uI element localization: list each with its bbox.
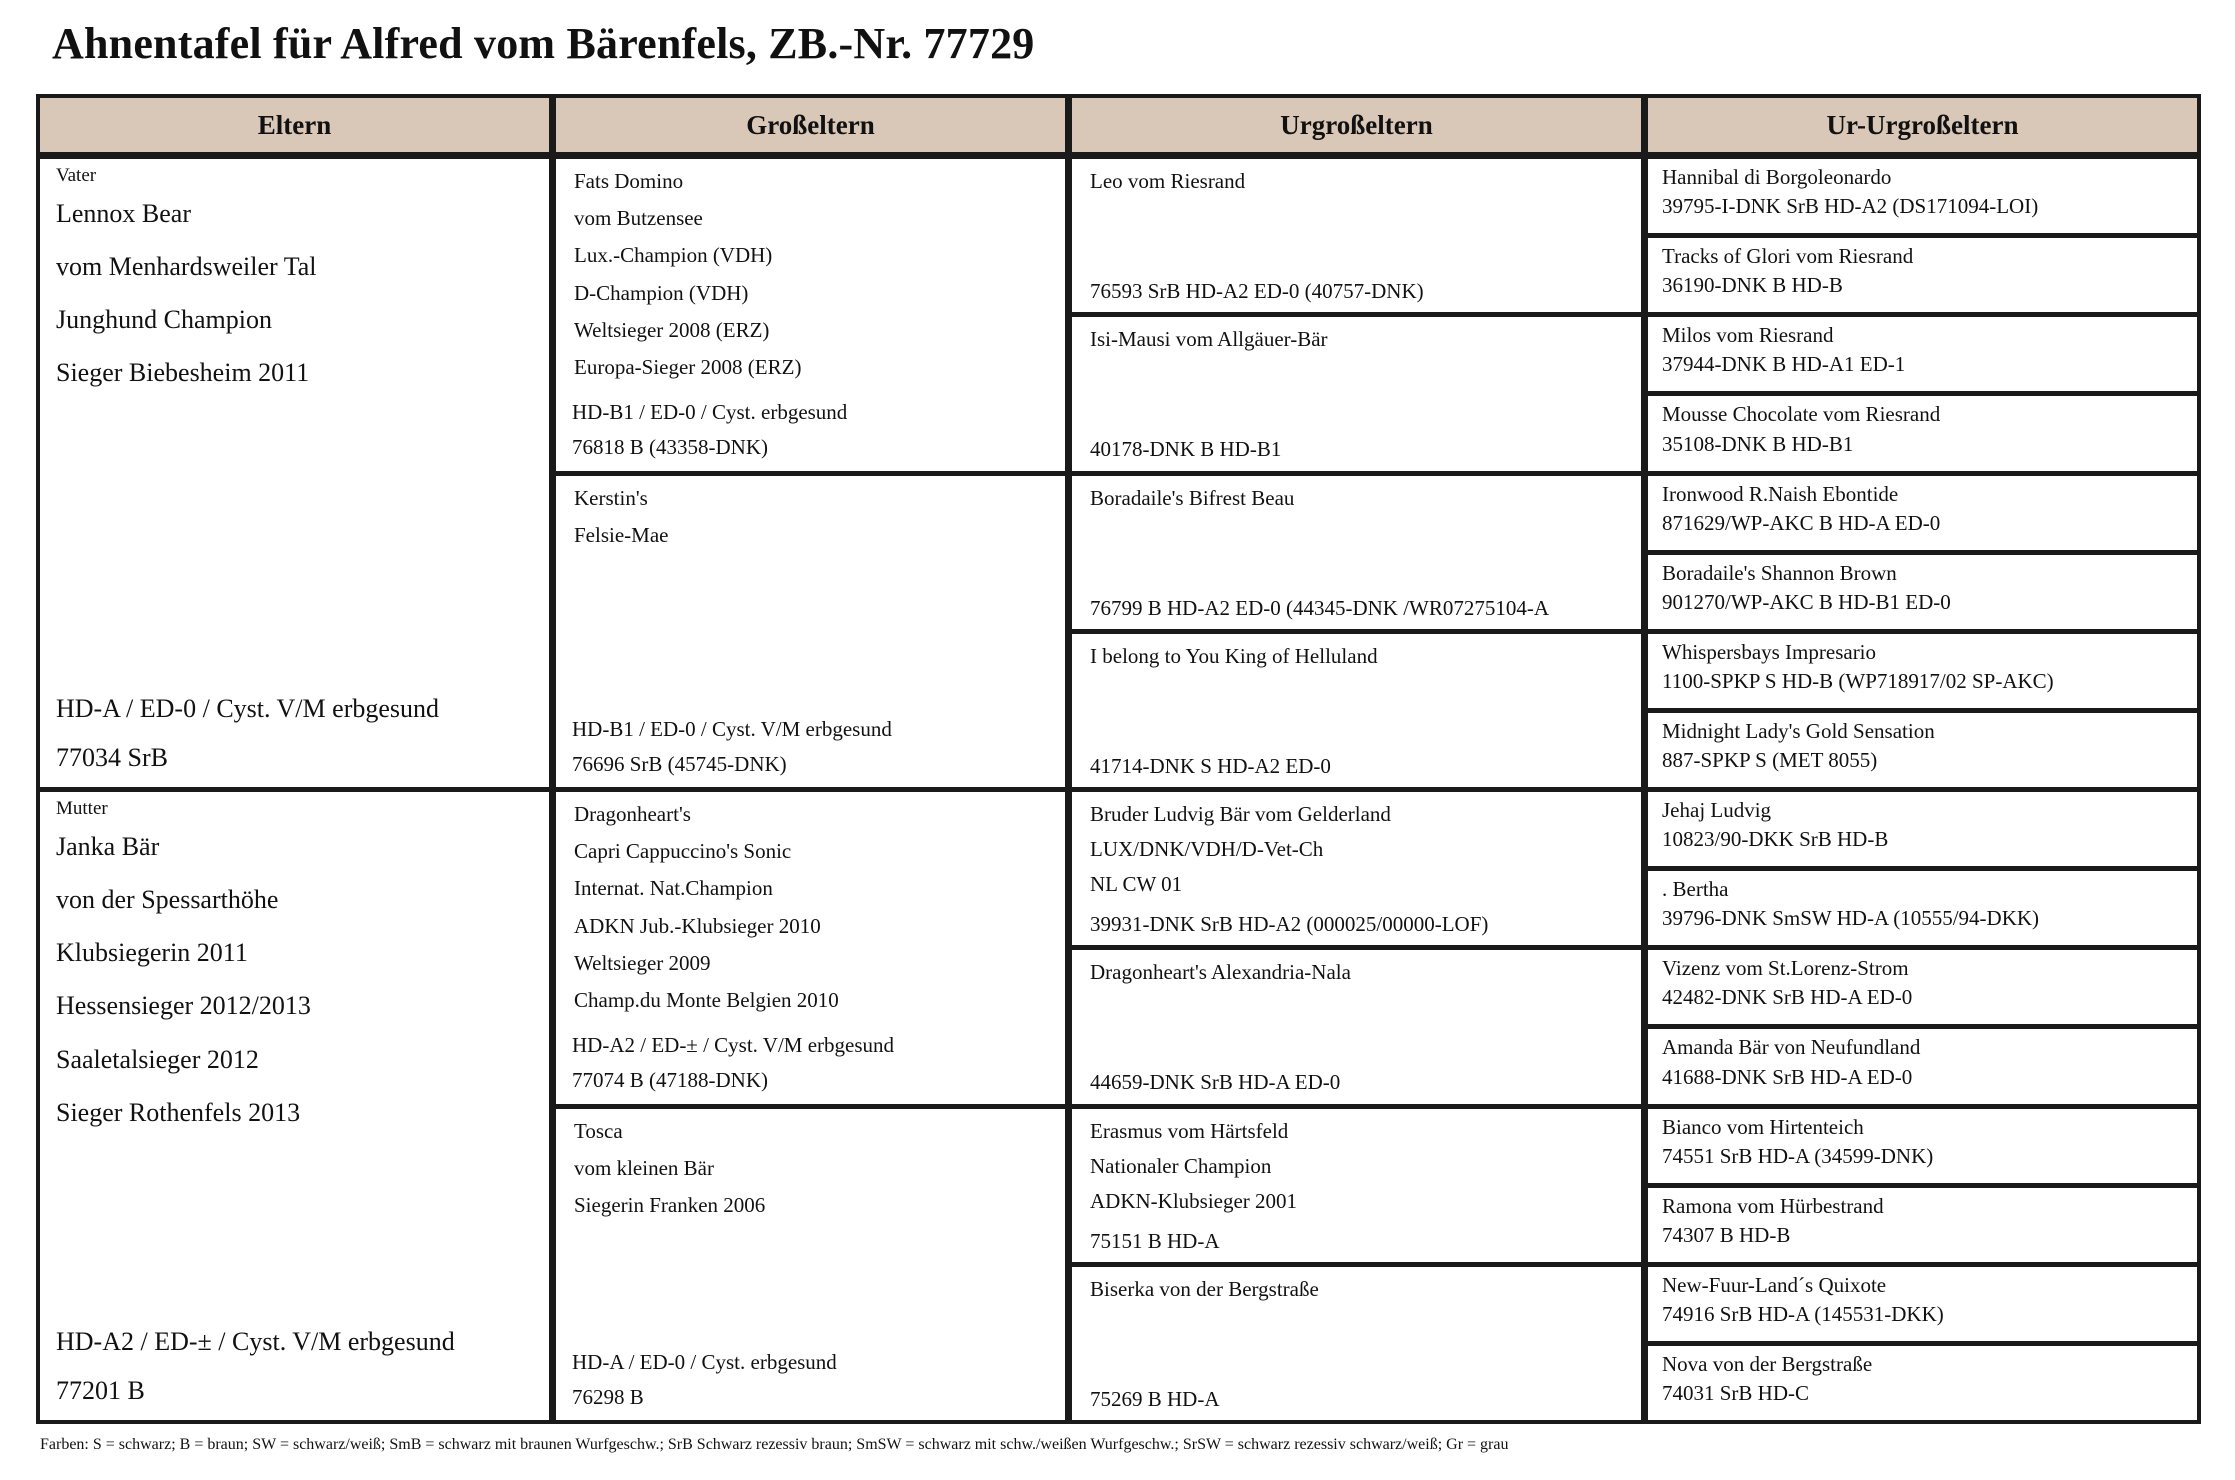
great-grandparent-registration-block — [1090, 754, 1631, 779]
great-great-grandparent-registration: 1100-SPKP S HD-B (WP718917/02 SP-AKC) — [1662, 668, 2054, 693]
grandparent-line: ADKN Jub.-Klubsieger 2010 — [574, 913, 821, 938]
grandparent-line: Tosca — [574, 1118, 623, 1143]
parent-health-block — [56, 675, 539, 773]
grandparent-health-block — [572, 1340, 1055, 1410]
great-great-grandparent-registration: 74916 SrB HD-A (145531-DKK) — [1662, 1301, 1944, 1326]
great-grandparent-line: LUX/DNK/VDH/D-Vet-Ch — [1090, 837, 1324, 862]
great-great-grandparent-name: Nova von der Bergstraße — [1662, 1351, 1873, 1376]
grandparent-registration: 77074 B (47188-DNK) — [572, 1068, 768, 1093]
great-grandparent-registration-block — [1090, 1070, 1631, 1095]
great-grandparent-lines — [1090, 960, 1623, 985]
great-grandparent-registration-block — [1090, 1387, 1631, 1412]
great-great-grandparent-name: Amanda Bär von Neufundland — [1662, 1035, 1921, 1060]
great-grandparent-cell — [1072, 634, 1641, 787]
great-grandparent-registration: 41714-DNK S HD-A2 ED-0 — [1090, 753, 1331, 778]
parent-line: von der Spessarthöhe — [56, 884, 279, 914]
great-great-grandparent-registration: 39796-DNK SmSW HD-A (10555/94-DKK) — [1662, 906, 2040, 931]
grandparent-health-block — [572, 390, 1055, 460]
great-great-grandparent-registration: 10823/90-DKK SrB HD-B — [1662, 827, 1889, 852]
great-great-grandparent-registration: 871629/WP-AKC B HD-A ED-0 — [1662, 510, 1941, 535]
grandparent-line: Capri Cappuccino's Sonic — [574, 839, 792, 864]
great-grandparent-line: Dragonheart's Alexandria-Nala — [1090, 960, 1351, 985]
great-grandparent-cell — [1072, 1267, 1641, 1420]
great-great-grandparent-name: Jehaj Ludvig — [1662, 798, 1772, 822]
great-grandparent-lines — [1090, 486, 1623, 511]
parent-health: HD-A2 / ED-± / Cyst. V/M erbgesund — [56, 1326, 455, 1356]
page-title: Ahnentafel für Alfred vom Bärenfels, ZB.-Nr. 77729 — [52, 19, 1035, 68]
column-ur-urgrosseltern — [1648, 159, 2197, 1420]
great-great-grandparent-cell — [1648, 1267, 2197, 1341]
great-great-grandparent-name: Bianco vom Hirtenteich — [1662, 1114, 1864, 1139]
parent-line: Janka Bär — [56, 831, 160, 861]
great-grandparent-line: I belong to You King of Helluland — [1090, 643, 1378, 668]
great-great-grandparent-name: Hannibal di Borgoleonardo — [1662, 165, 1892, 189]
great-great-grandparent-cell — [1648, 1188, 2197, 1262]
parent-line: vom Menhardsweiler Tal — [56, 251, 317, 281]
great-grandparent-lines — [1090, 327, 1623, 352]
great-grandparent-registration: 76799 B HD-A2 ED-0 (44345-DNK /WR07275104-A — [1090, 595, 1550, 620]
column-eltern — [40, 159, 549, 1420]
grandparent-line: Weltsieger 2008 (ERZ) — [574, 317, 770, 342]
great-great-grandparent-cell — [1648, 159, 2197, 233]
grandparent-lines — [574, 1119, 1047, 1219]
parent-lines — [56, 831, 533, 1128]
parent-health: HD-A / ED-0 / Cyst. V/M erbgesund — [56, 693, 440, 723]
grandparent-lines — [574, 486, 1047, 548]
great-great-grandparent-cell — [1648, 555, 2197, 629]
great-great-grandparent-registration: 36190-DNK B HD-B — [1662, 273, 1843, 298]
great-grandparent-registration: 39931-DNK SrB HD-A2 (000025/00000-LOF) — [1090, 912, 1489, 937]
great-grandparent-line: Bruder Ludvig Bär vom Gelderland — [1090, 802, 1391, 826]
great-grandparent-cell — [1072, 476, 1641, 629]
grandparent-health: HD-A2 / ED-± / Cyst. V/M erbgesund — [572, 1033, 895, 1058]
column-urgrosseltern — [1072, 159, 1641, 1420]
great-great-grandparent-name: Milos vom Riesrand — [1662, 323, 1834, 348]
great-grandparent-registration-block — [1090, 1229, 1631, 1254]
great-great-grandparent-cell — [1648, 1109, 2197, 1183]
great-great-grandparent-registration: 35108-DNK B HD-B1 — [1662, 431, 1854, 456]
great-great-grandparent-cell — [1648, 634, 2197, 708]
great-grandparent-line: Erasmus vom Härtsfeld — [1090, 1118, 1289, 1143]
grandparent-registration: 76818 B (43358-DNK) — [572, 435, 768, 460]
great-grandparent-registration: 40178-DNK B HD-B1 — [1090, 437, 1282, 462]
grandparent-cell — [556, 792, 1065, 1104]
great-grandparent-cell — [1072, 792, 1641, 945]
column-header-eltern: Eltern — [40, 98, 549, 152]
great-grandparent-lines — [1090, 1277, 1623, 1302]
great-grandparent-lines — [1090, 1119, 1623, 1215]
grandparent-cell — [556, 159, 1065, 471]
grandparent-line: Weltsieger 2009 — [574, 950, 711, 975]
great-great-grandparent-registration: 74307 B HD-B — [1662, 1222, 1791, 1247]
grandparent-lines — [574, 802, 1047, 1013]
great-great-grandparent-cell — [1648, 396, 2197, 470]
great-grandparent-cell — [1072, 1109, 1641, 1262]
great-great-grandparent-name: New-Fuur-Land´s Quixote — [1662, 1272, 1887, 1297]
great-great-grandparent-cell — [1648, 238, 2197, 312]
grandparent-line: D-Champion (VDH) — [574, 280, 749, 305]
great-grandparent-registration: 44659-DNK SrB HD-A ED-0 — [1090, 1070, 1341, 1095]
great-grandparent-lines — [1090, 644, 1623, 669]
great-great-grandparent-registration: 37944-DNK B HD-A1 ED-1 — [1662, 352, 1906, 377]
great-great-grandparent-name: Midnight Lady's Gold Sensation — [1662, 718, 1935, 743]
grandparent-registration: 76298 B — [572, 1384, 644, 1409]
great-grandparent-registration-block — [1090, 437, 1631, 462]
grandparent-line: Internat. Nat.Champion — [574, 876, 773, 901]
great-great-grandparent-name: Tracks of Glori vom Riesrand — [1662, 244, 1914, 269]
great-grandparent-line: Boradaile's Bifrest Beau — [1090, 485, 1295, 510]
great-grandparent-line: Biserka von der Bergstraße — [1090, 1276, 1319, 1301]
grandparent-line: vom Butzensee — [574, 206, 703, 231]
great-grandparent-line: Leo vom Riesrand — [1090, 169, 1246, 193]
great-great-grandparent-cell — [1648, 792, 2197, 866]
great-great-grandparent-name: Boradaile's Shannon Brown — [1662, 560, 1897, 585]
great-grandparent-lines — [1090, 169, 1623, 194]
parent-cell — [40, 792, 549, 1420]
grandparent-line: Fats Domino — [574, 169, 684, 193]
great-grandparent-registration: 76593 SrB HD-A2 ED-0 (40757-DNK) — [1090, 279, 1424, 304]
parent-line: Saaletalsieger 2012 — [56, 1044, 259, 1074]
grandparent-line: Champ.du Monte Belgien 2010 — [574, 987, 839, 1012]
parent-lines — [56, 198, 533, 389]
parent-role: Vater — [56, 165, 97, 186]
parent-registration: 77034 SrB — [56, 742, 168, 772]
grandparent-health: HD-A / ED-0 / Cyst. erbgesund — [572, 1349, 837, 1374]
parent-line: Junghund Champion — [56, 305, 272, 335]
great-great-grandparent-registration: 74551 SrB HD-A (34599-DNK) — [1662, 1143, 1934, 1168]
great-great-grandparent-registration: 887-SPKP S (MET 8055) — [1662, 748, 1878, 773]
great-grandparent-registration-block — [1090, 596, 1631, 621]
parent-line: Lennox Bear — [56, 198, 192, 228]
great-great-grandparent-registration: 901270/WP-AKC B HD-B1 ED-0 — [1662, 589, 1951, 614]
great-grandparent-registration-block — [1090, 912, 1631, 937]
great-great-grandparent-cell — [1648, 871, 2197, 945]
column-grosseltern — [556, 159, 1065, 1420]
great-great-grandparent-registration: 42482-DNK SrB HD-A ED-0 — [1662, 985, 1913, 1010]
great-great-grandparent-cell — [1648, 713, 2197, 787]
column-header-grosseltern: Großeltern — [556, 98, 1065, 152]
great-great-grandparent-name: . Bertha — [1662, 877, 1729, 902]
pedigree-table — [36, 94, 2201, 1424]
grandparent-health: HD-B1 / ED-0 / Cyst. erbgesund — [572, 400, 848, 425]
great-great-grandparent-registration: 39795-I-DNK SrB HD-A2 (DS171094-LOI) — [1662, 194, 2039, 219]
parent-registration: 77201 B — [56, 1375, 145, 1405]
great-grandparent-line: Nationaler Champion — [1090, 1153, 1272, 1178]
great-great-grandparent-registration: 41688-DNK SrB HD-A ED-0 — [1662, 1064, 1913, 1089]
parent-health-block — [56, 1308, 539, 1406]
grandparent-line: Europa-Sieger 2008 (ERZ) — [574, 354, 802, 379]
great-great-grandparent-cell — [1648, 1346, 2197, 1420]
grandparent-health-block — [572, 1023, 1055, 1093]
grandparent-line: Kerstin's — [574, 485, 648, 510]
great-grandparent-registration: 75269 B HD-A — [1090, 1386, 1220, 1411]
great-grandparent-line: Isi-Mausi vom Allgäuer-Bär — [1090, 327, 1328, 352]
great-great-grandparent-name: Ramona vom Hürbestrand — [1662, 1193, 1884, 1218]
great-grandparent-cell — [1072, 950, 1641, 1103]
great-great-grandparent-cell — [1648, 1029, 2197, 1103]
great-grandparent-cell — [1072, 317, 1641, 470]
great-great-grandparent-registration: 74031 SrB HD-C — [1662, 1381, 1810, 1406]
great-grandparent-line: ADKN-Klubsieger 2001 — [1090, 1188, 1298, 1213]
great-grandparent-registration-block — [1090, 279, 1631, 304]
great-great-grandparent-name: Vizenz vom St.Lorenz-Strom — [1662, 956, 1909, 981]
great-grandparent-line: NL CW 01 — [1090, 872, 1183, 897]
grandparent-line: Lux.-Champion (VDH) — [574, 243, 773, 268]
grandparent-line: Felsie-Mae — [574, 522, 669, 547]
column-header-urgrosseltern: Urgroßeltern — [1072, 98, 1641, 152]
great-great-grandparent-name: Ironwood R.Naish Ebontide — [1662, 481, 1899, 506]
color-legend-footer: Farben: S = schwarz; B = braun; SW = schwarz/weiß; SmB = schwarz mit braunen Wurfgeschw.; SrB Schwarz rezessiv braun; SmSW = schwarz mit schw./weißen Wurfgeschw.; SrSW = schwarz rezessiv schwarz/weiß; Gr = grau — [40, 1436, 1509, 1453]
great-grandparent-lines — [1090, 802, 1623, 898]
parent-cell — [40, 159, 549, 787]
grandparent-line: Dragonheart's — [574, 802, 691, 826]
grandparent-health: HD-B1 / ED-0 / Cyst. V/M erbgesund — [572, 716, 892, 741]
great-great-grandparent-cell — [1648, 476, 2197, 550]
parent-line: Sieger Rothenfels 2013 — [56, 1097, 301, 1127]
grandparent-line: vom kleinen Bär — [574, 1155, 714, 1180]
column-header-ur-urgrosseltern: Ur-Urgroßeltern — [1648, 98, 2197, 152]
grandparent-cell — [556, 476, 1065, 788]
great-great-grandparent-cell — [1648, 950, 2197, 1024]
great-great-grandparent-name: Mousse Chocolate vom Riesrand — [1662, 402, 1941, 427]
grandparent-health-block — [572, 707, 1055, 777]
parent-line: Klubsiegerin 2011 — [56, 938, 248, 968]
parent-line: Hessensieger 2012/2013 — [56, 991, 311, 1021]
grandparent-line: Siegerin Franken 2006 — [574, 1192, 766, 1217]
parent-line: Sieger Biebesheim 2011 — [56, 358, 310, 388]
grandparent-registration: 76696 SrB (45745-DNK) — [572, 751, 787, 776]
great-great-grandparent-name: Whispersbays Impresario — [1662, 639, 1877, 664]
great-great-grandparent-cell — [1648, 317, 2197, 391]
grandparent-lines — [574, 169, 1047, 380]
grandparent-cell — [556, 1109, 1065, 1421]
parent-role: Mutter — [56, 798, 108, 819]
great-grandparent-registration: 75151 B HD-A — [1090, 1228, 1220, 1253]
great-grandparent-cell — [1072, 159, 1641, 312]
